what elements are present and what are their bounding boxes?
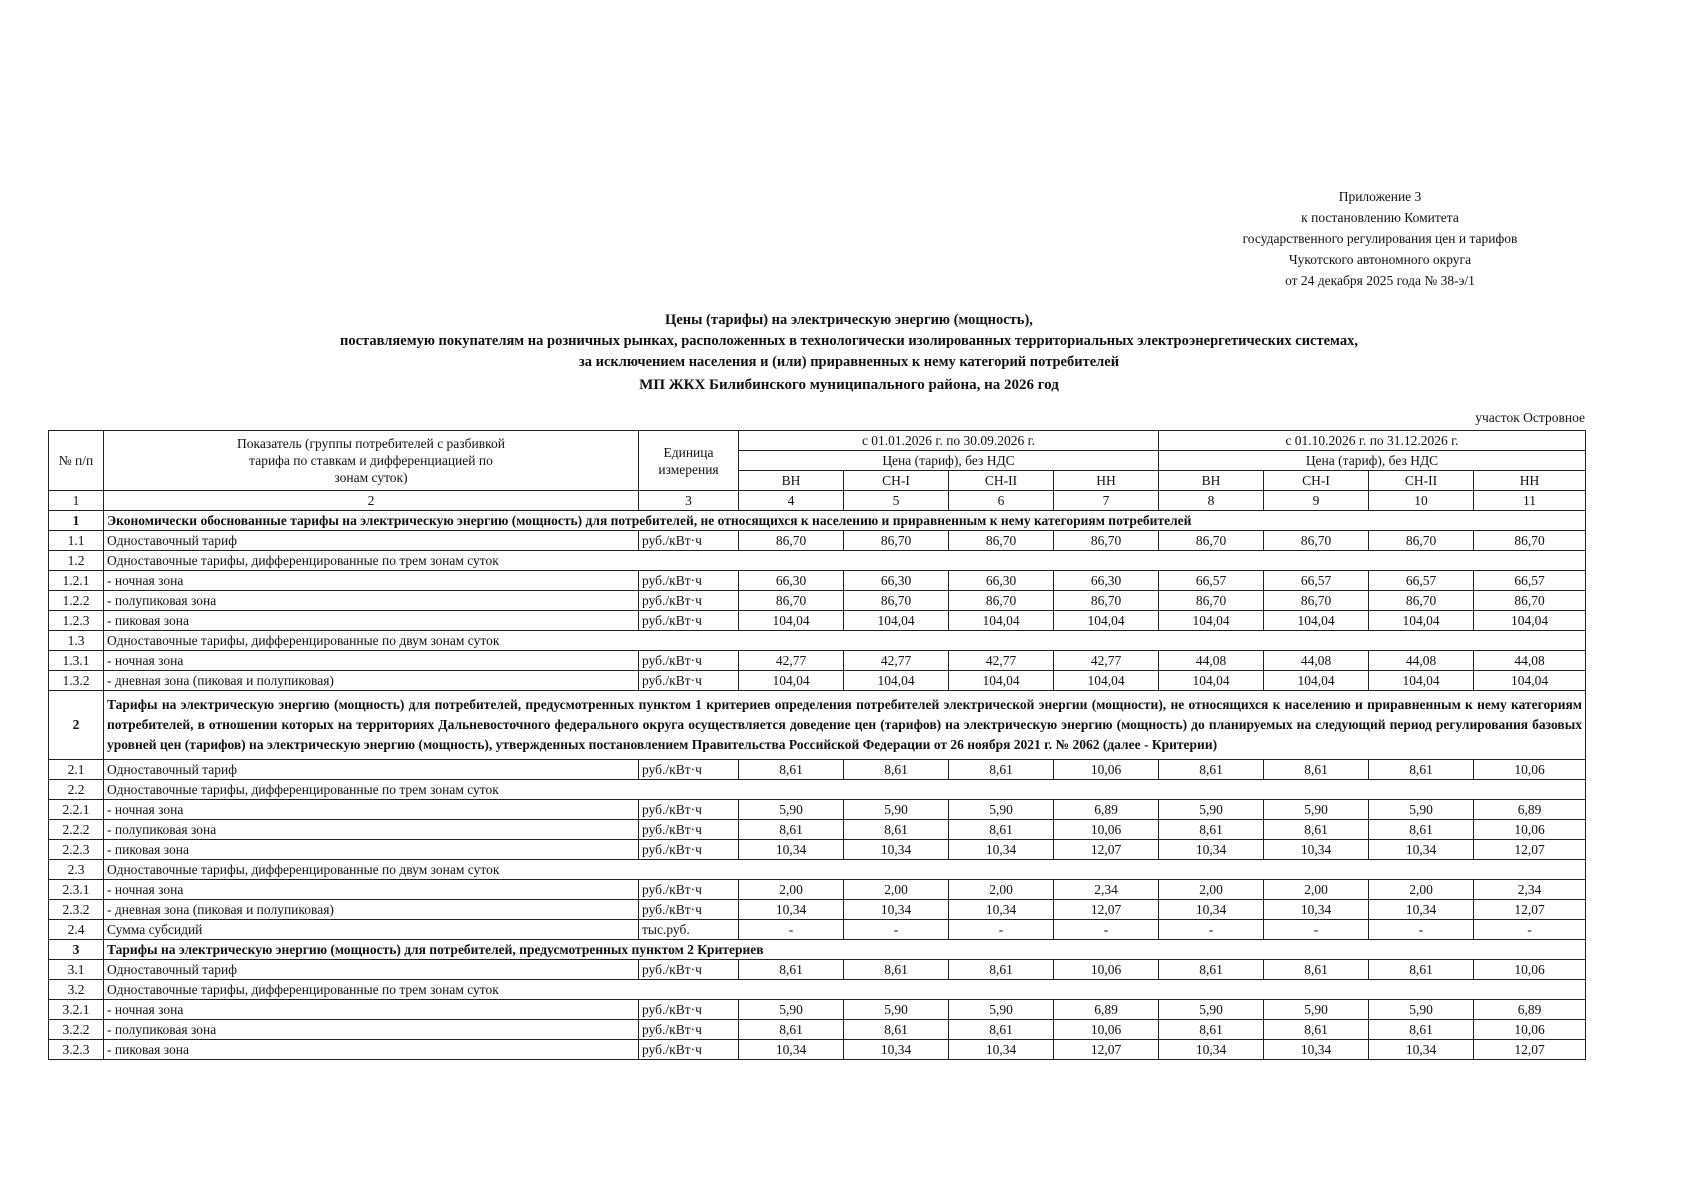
tariff-value: 10,06 — [1474, 1020, 1586, 1040]
tariff-value: 5,90 — [949, 1000, 1054, 1020]
header-level: СН-II — [1369, 471, 1474, 491]
row-number: 1.3 — [49, 631, 104, 651]
tariff-value: 8,61 — [1369, 820, 1474, 840]
tariff-value: 86,70 — [739, 531, 844, 551]
row-number: 1.1 — [49, 531, 104, 551]
row-number: 1.2.3 — [49, 611, 104, 631]
tariff-value: 8,61 — [1159, 960, 1264, 980]
tariff-value: 8,61 — [1264, 820, 1369, 840]
tariff-table — [48, 430, 1586, 1060]
tariff-value: 2,34 — [1054, 880, 1159, 900]
subgroup-row — [49, 631, 1586, 651]
row-unit: руб./кВт·ч — [639, 960, 739, 980]
tariff-value: 2,00 — [1159, 880, 1264, 900]
row-number: 3.2 — [49, 980, 104, 1000]
tariff-value: 42,77 — [949, 651, 1054, 671]
tariff-value: 10,34 — [1264, 840, 1369, 860]
header-num: № п/п — [49, 431, 104, 491]
row-name: - полупиковая зона — [104, 1020, 639, 1040]
tariff-value: 86,70 — [949, 591, 1054, 611]
tariff-value: 6,89 — [1054, 1000, 1159, 1020]
tariff-value: 8,61 — [844, 820, 949, 840]
header-price-1: Цена (тариф), без НДС — [739, 451, 1159, 471]
document-title — [0, 310, 1698, 396]
tariff-value: 10,34 — [1369, 900, 1474, 920]
col-number: 10 — [1369, 491, 1474, 511]
tariff-value: 2,00 — [1369, 880, 1474, 900]
row-number: 2.3.2 — [49, 900, 104, 920]
tariff-value: 10,34 — [844, 840, 949, 860]
header-period-2: с 01.10.2026 г. по 31.12.2026 г. — [1159, 431, 1586, 451]
tariff-value: 8,61 — [949, 960, 1054, 980]
tariff-value: 8,61 — [949, 760, 1054, 780]
row-name: Одноставочный тариф — [104, 531, 639, 551]
tariff-value: 66,57 — [1369, 571, 1474, 591]
row-unit: руб./кВт·ч — [639, 900, 739, 920]
tariff-value: 5,90 — [1159, 800, 1264, 820]
row-unit: руб./кВт·ч — [639, 571, 739, 591]
row-unit: руб./кВт·ч — [639, 651, 739, 671]
tariff-value: 66,30 — [1054, 571, 1159, 591]
row-number: 1.3.2 — [49, 671, 104, 691]
tariff-value: 10,34 — [949, 1040, 1054, 1060]
header-level: ВН — [739, 471, 844, 491]
tariff-value: 86,70 — [1474, 591, 1586, 611]
tariff-value: 104,04 — [1054, 671, 1159, 691]
row-number: 2.4 — [49, 920, 104, 940]
appendix-line-1: Приложение 3 — [1338, 189, 1422, 204]
row-unit: руб./кВт·ч — [639, 591, 739, 611]
tariff-value: 10,34 — [1369, 840, 1474, 860]
tariff-value: 10,34 — [1159, 900, 1264, 920]
tariff-value: 44,08 — [1474, 651, 1586, 671]
tariff-value: 12,07 — [1474, 1040, 1586, 1060]
section-title: Тарифы на электрическую энергию (мощность) для потребителей, предусмотренных пунктом 2 Критериев — [104, 940, 1586, 960]
tariff-value: 2,00 — [844, 880, 949, 900]
tariff-value: 10,34 — [1264, 1040, 1369, 1060]
tariff-value: - — [1054, 920, 1159, 940]
tariff-value: 10,34 — [1159, 840, 1264, 860]
tariff-value: 104,04 — [1369, 611, 1474, 631]
appendix-line-5: от 24 декабря 2025 года № 38-э/1 — [1285, 273, 1475, 288]
row-number: 1.2.2 — [49, 591, 104, 611]
header-indicator: Показатель (группы потребителей с разбивкой тарифа по ставкам и дифференциацией по зонам суток) — [104, 431, 639, 491]
row-name: Одноставочные тарифы, дифференцированные по трем зонам суток — [104, 551, 1586, 571]
tariff-value: 12,07 — [1054, 900, 1159, 920]
col-number: 6 — [949, 491, 1054, 511]
tariff-value: 2,34 — [1474, 880, 1586, 900]
tariff-value: 44,08 — [1159, 651, 1264, 671]
tariff-value: 86,70 — [1054, 591, 1159, 611]
tariff-value: 8,61 — [844, 960, 949, 980]
tariff-value: 86,70 — [844, 531, 949, 551]
row-unit: руб./кВт·ч — [639, 671, 739, 691]
section-number: 2 — [49, 691, 104, 760]
tariff-value: 5,90 — [739, 1000, 844, 1020]
row-unit: руб./кВт·ч — [639, 800, 739, 820]
tariff-value: 8,61 — [844, 1020, 949, 1040]
tariff-value: 42,77 — [739, 651, 844, 671]
tariff-value: 5,90 — [844, 1000, 949, 1020]
tariff-value: 8,61 — [844, 760, 949, 780]
tariff-value: 104,04 — [844, 671, 949, 691]
appendix-line-3: государственного регулирования цен и тарифов — [1242, 231, 1518, 246]
row-unit: руб./кВт·ч — [639, 1040, 739, 1060]
tariff-value: 8,61 — [739, 1020, 844, 1040]
table-row — [49, 1000, 1586, 1020]
tariff-value: 8,61 — [1264, 760, 1369, 780]
row-name: - ночная зона — [104, 651, 639, 671]
row-name: Сумма субсидий — [104, 920, 639, 940]
table-row — [49, 671, 1586, 691]
col-number: 5 — [844, 491, 949, 511]
tariff-value: 5,90 — [739, 800, 844, 820]
tariff-value: 104,04 — [844, 611, 949, 631]
tariff-value: 10,34 — [844, 1040, 949, 1060]
table-row — [49, 820, 1586, 840]
tariff-value: 104,04 — [1474, 671, 1586, 691]
tariff-value: 5,90 — [1369, 800, 1474, 820]
column-numbers-row — [49, 491, 1586, 511]
tariff-value: 8,61 — [1264, 960, 1369, 980]
tariff-value: 44,08 — [1369, 651, 1474, 671]
tariff-value: 10,34 — [739, 900, 844, 920]
tariff-value: 8,61 — [1369, 1020, 1474, 1040]
table-row — [49, 1040, 1586, 1060]
row-name: - пиковая зона — [104, 611, 639, 631]
table-row — [49, 571, 1586, 591]
tariff-value: 10,34 — [844, 900, 949, 920]
row-name: Одноставочные тарифы, дифференцированные по двум зонам суток — [104, 860, 1586, 880]
row-number: 2.2.2 — [49, 820, 104, 840]
section-title: Экономически обоснованные тарифы на электрическую энергию (мощность) для потребителей, не относящихся к населению и приравненным к нему категориям потребителей — [104, 511, 1586, 531]
row-number: 3.1 — [49, 960, 104, 980]
tariff-value: - — [1474, 920, 1586, 940]
table-row — [49, 900, 1586, 920]
tariff-value: 104,04 — [1159, 611, 1264, 631]
tariff-value: 66,57 — [1474, 571, 1586, 591]
tariff-value: - — [844, 920, 949, 940]
row-unit: руб./кВт·ч — [639, 820, 739, 840]
tariff-value: 8,61 — [739, 760, 844, 780]
table-row — [49, 651, 1586, 671]
tariff-value: 10,34 — [1369, 1040, 1474, 1060]
tariff-value: 6,89 — [1054, 800, 1159, 820]
row-unit: руб./кВт·ч — [639, 1020, 739, 1040]
tariff-value: 8,61 — [1369, 760, 1474, 780]
title-line-1: Цены (тарифы) на электрическую энергию (мощность), — [665, 312, 1033, 328]
row-number: 1.2.1 — [49, 571, 104, 591]
tariff-value: - — [739, 920, 844, 940]
row-name: Одноставочные тарифы, дифференцированные по двум зонам суток — [104, 631, 1586, 651]
row-unit: руб./кВт·ч — [639, 1000, 739, 1020]
tariff-value: 8,61 — [1159, 820, 1264, 840]
tariff-value: 5,90 — [1159, 1000, 1264, 1020]
tariff-value: 66,30 — [844, 571, 949, 591]
header-level: НН — [1474, 471, 1586, 491]
tariff-value: 86,70 — [949, 531, 1054, 551]
tariff-value: 66,57 — [1264, 571, 1369, 591]
row-name: - пиковая зона — [104, 1040, 639, 1060]
tariff-value: 104,04 — [1369, 671, 1474, 691]
tariff-value: 42,77 — [1054, 651, 1159, 671]
tariff-value: 6,89 — [1474, 800, 1586, 820]
tariff-value: 10,06 — [1474, 760, 1586, 780]
header-level: СН-I — [844, 471, 949, 491]
appendix-line-4: Чукотского автономного округа — [1288, 252, 1472, 267]
row-number: 3.2.1 — [49, 1000, 104, 1020]
tariff-value: 44,08 — [1264, 651, 1369, 671]
tariff-value: 8,61 — [1264, 1020, 1369, 1040]
header-level: ВН — [1159, 471, 1264, 491]
row-number: 3.2.3 — [49, 1040, 104, 1060]
table-row — [49, 960, 1586, 980]
table-row — [49, 920, 1586, 940]
table-row — [49, 760, 1586, 780]
tariff-value: 5,90 — [1264, 800, 1369, 820]
tariff-value: 10,34 — [949, 900, 1054, 920]
tariff-value: 86,70 — [1264, 531, 1369, 551]
row-unit: руб./кВт·ч — [639, 840, 739, 860]
tariff-value: 10,06 — [1474, 820, 1586, 840]
subgroup-row — [49, 860, 1586, 880]
tariff-value: 12,07 — [1474, 900, 1586, 920]
row-name: - полупиковая зона — [104, 591, 639, 611]
tariff-value: 86,70 — [1474, 531, 1586, 551]
tariff-value: 86,70 — [844, 591, 949, 611]
tariff-value: 66,30 — [949, 571, 1054, 591]
row-number: 1.2 — [49, 551, 104, 571]
subgroup-row — [49, 780, 1586, 800]
tariff-value: 2,00 — [739, 880, 844, 900]
tariff-value: 6,89 — [1474, 1000, 1586, 1020]
row-number: 2.3 — [49, 860, 104, 880]
row-name: - ночная зона — [104, 880, 639, 900]
tariff-value: 86,70 — [1369, 531, 1474, 551]
table-row — [49, 840, 1586, 860]
section-title: Тарифы на электрическую энергию (мощность) для потребителей, предусмотренных пунктом 1 критериев определения потребителей электрической энергии (мощности), не относящихся к населению и приравненным к нему категориям потребителей, в отношении которых на территориях Дальневосточного федерального округа осуществляется доведение цен (тарифов) на электрическую энергию (мощность) до планируемых на следующий период регулирования базовых уровней цен (тарифов) на электрическую энергию (мощность), утвержденных постановлением Правительства Российской Федерации от 26 ноября 2021 г. № 2062 (далее - Критерии) — [104, 691, 1586, 760]
tariff-value: 10,34 — [1159, 1040, 1264, 1060]
row-number: 2.2.1 — [49, 800, 104, 820]
row-name: - ночная зона — [104, 1000, 639, 1020]
row-number: 3.2.2 — [49, 1020, 104, 1040]
tariff-value: 12,07 — [1054, 840, 1159, 860]
row-name: Одноставочные тарифы, дифференцированные по трем зонам суток — [104, 780, 1586, 800]
tariff-value: 42,77 — [844, 651, 949, 671]
table-row — [49, 800, 1586, 820]
tariff-value: 10,34 — [739, 840, 844, 860]
tariff-value: 104,04 — [949, 611, 1054, 631]
tariff-value: 10,06 — [1054, 760, 1159, 780]
tariff-value: 8,61 — [1369, 960, 1474, 980]
tariff-value: 5,90 — [844, 800, 949, 820]
table-row — [49, 531, 1586, 551]
tariff-value: 104,04 — [739, 671, 844, 691]
tariff-value: 86,70 — [1159, 591, 1264, 611]
header-row-1 — [49, 431, 1586, 451]
row-unit: руб./кВт·ч — [639, 531, 739, 551]
tariff-value: 86,70 — [1159, 531, 1264, 551]
tariff-value: 104,04 — [739, 611, 844, 631]
section-row — [49, 940, 1586, 960]
tariff-value: 10,34 — [739, 1040, 844, 1060]
tariff-value: 66,30 — [739, 571, 844, 591]
header-level: СН-II — [949, 471, 1054, 491]
section-row — [49, 511, 1586, 531]
row-number: 2.3.1 — [49, 880, 104, 900]
table-row — [49, 611, 1586, 631]
row-name: - пиковая зона — [104, 840, 639, 860]
row-number: 2.2 — [49, 780, 104, 800]
appendix-line-2: к постановлению Комитета — [1301, 210, 1459, 225]
tariff-value: 8,61 — [1159, 1020, 1264, 1040]
tariff-value: 8,61 — [739, 960, 844, 980]
tariff-value: 5,90 — [949, 800, 1054, 820]
tariff-value: 10,06 — [1054, 960, 1159, 980]
col-number: 2 — [104, 491, 639, 511]
tariff-value: 10,06 — [1474, 960, 1586, 980]
table-row — [49, 591, 1586, 611]
tariff-value: 104,04 — [949, 671, 1054, 691]
row-number: 1.3.1 — [49, 651, 104, 671]
tariff-value: 10,06 — [1054, 1020, 1159, 1040]
tariff-value: 5,90 — [1264, 1000, 1369, 1020]
row-name: - ночная зона — [104, 800, 639, 820]
row-name: - ночная зона — [104, 571, 639, 591]
row-unit: руб./кВт·ч — [639, 611, 739, 631]
tariff-value: 8,61 — [1159, 760, 1264, 780]
tariff-value: 10,34 — [1264, 900, 1369, 920]
row-unit: руб./кВт·ч — [639, 880, 739, 900]
tariff-value: - — [1369, 920, 1474, 940]
header-period-1: с 01.01.2026 г. по 30.09.2026 г. — [739, 431, 1159, 451]
tariff-value: 2,00 — [1264, 880, 1369, 900]
tariff-value: 66,57 — [1159, 571, 1264, 591]
tariff-value: 8,61 — [949, 820, 1054, 840]
tariff-value: - — [949, 920, 1054, 940]
tariff-value: 8,61 — [949, 1020, 1054, 1040]
subgroup-row — [49, 980, 1586, 1000]
tariff-value: 8,61 — [739, 820, 844, 840]
section-number: 1 — [49, 511, 104, 531]
tariff-value: 86,70 — [1054, 531, 1159, 551]
tariff-value: - — [1159, 920, 1264, 940]
section-number: 3 — [49, 940, 104, 960]
table-row — [49, 880, 1586, 900]
row-name: Одноставочный тариф — [104, 760, 639, 780]
col-number: 8 — [1159, 491, 1264, 511]
col-number: 7 — [1054, 491, 1159, 511]
row-number: 2.2.3 — [49, 840, 104, 860]
tariff-value: 104,04 — [1054, 611, 1159, 631]
tariff-value: 10,34 — [949, 840, 1054, 860]
col-number: 11 — [1474, 491, 1586, 511]
title-line-4: МП ЖКХ Билибинского муниципального района, на 2026 год — [639, 377, 1059, 393]
tariff-value: 5,90 — [1369, 1000, 1474, 1020]
tariff-value: 104,04 — [1264, 671, 1369, 691]
tariff-value: 104,04 — [1474, 611, 1586, 631]
appendix-block — [1180, 186, 1580, 291]
col-number: 9 — [1264, 491, 1369, 511]
row-name: Одноставочные тарифы, дифференцированные по трем зонам суток — [104, 980, 1586, 1000]
tariff-value: 86,70 — [1264, 591, 1369, 611]
tariff-value: 86,70 — [1369, 591, 1474, 611]
col-number: 4 — [739, 491, 844, 511]
section-row — [49, 691, 1586, 760]
title-line-3: за исключением населения и (или) приравненных к нему категорий потребителей — [578, 354, 1120, 370]
col-number: 1 — [49, 491, 104, 511]
row-unit: руб./кВт·ч — [639, 760, 739, 780]
row-name: - дневная зона (пиковая и полупиковая) — [104, 900, 639, 920]
header-price-2: Цена (тариф), без НДС — [1159, 451, 1586, 471]
col-number: 3 — [639, 491, 739, 511]
tariff-value: 12,07 — [1054, 1040, 1159, 1060]
subgroup-row — [49, 551, 1586, 571]
tariff-value: 86,70 — [739, 591, 844, 611]
tariff-value: 12,07 — [1474, 840, 1586, 860]
tariff-value: 104,04 — [1264, 611, 1369, 631]
row-name: Одноставочный тариф — [104, 960, 639, 980]
header-level: НН — [1054, 471, 1159, 491]
table-row — [49, 1020, 1586, 1040]
tariff-value: 104,04 — [1159, 671, 1264, 691]
row-number: 2.1 — [49, 760, 104, 780]
site-label: участок Островное — [1475, 410, 1585, 425]
row-name: - полупиковая зона — [104, 820, 639, 840]
tariff-value: 10,06 — [1054, 820, 1159, 840]
header-level: СН-I — [1264, 471, 1369, 491]
tariff-value: 2,00 — [949, 880, 1054, 900]
header-unit: Единица измерения — [639, 431, 739, 491]
row-unit: тыс.руб. — [639, 920, 739, 940]
row-name: - дневная зона (пиковая и полупиковая) — [104, 671, 639, 691]
title-line-2: поставляемую покупателям на розничных рынках, расположенных в технологически изолированных территориальных электроэнергетических системах, — [340, 333, 1358, 349]
tariff-value: - — [1264, 920, 1369, 940]
